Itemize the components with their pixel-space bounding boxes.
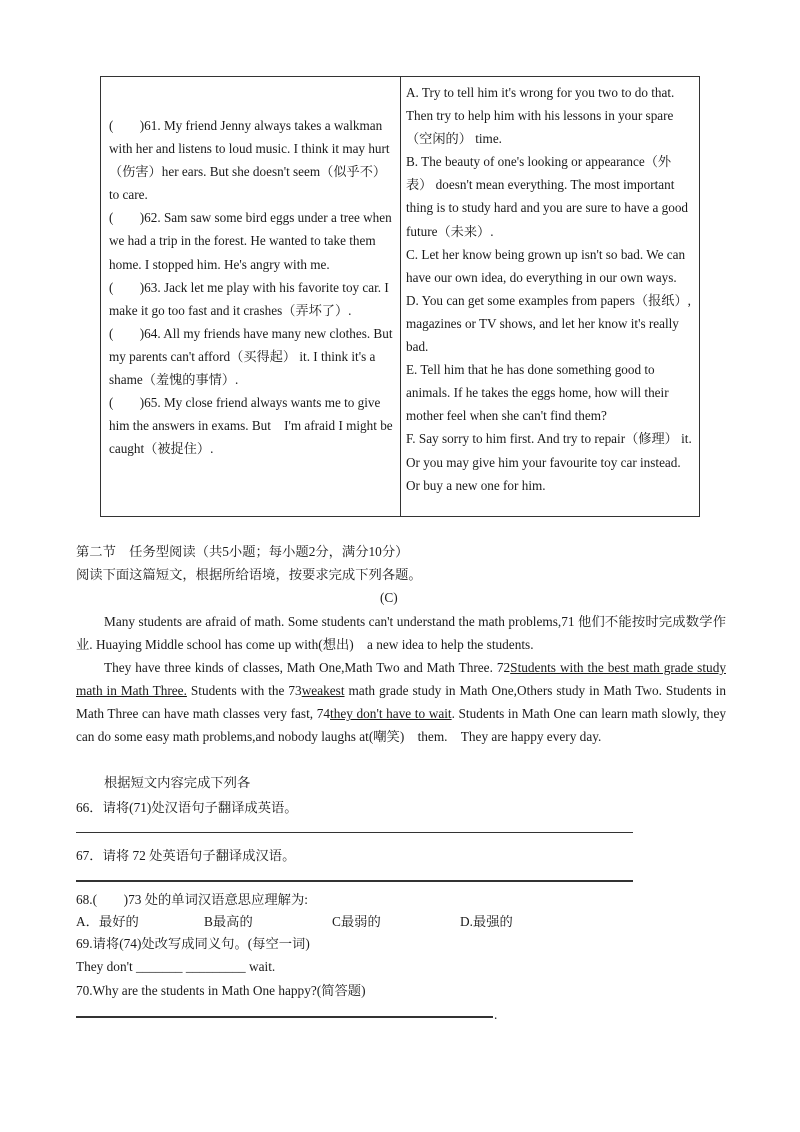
- underlined-word-73: weakest: [301, 683, 345, 699]
- passage-paragraph-1: Many students are afraid of math. Some students can't understand the math problems,71 他们不能按时完成数学作业. Huaying Middle school has come up with(想出) a new idea to help the students.: [76, 614, 726, 653]
- question-69-blank-line[interactable]: They don't _______ _________ wait.: [76, 959, 276, 974]
- option-a[interactable]: A．最好的: [76, 914, 139, 929]
- section-heading: 第二节 任务型阅读（共5小题；每小题2分，满分10分）: [76, 544, 409, 559]
- problem-65: ( )65. My close friend always wants me to give him the answers in exams. But I'm afraid I might be caught（被捉住）.: [109, 395, 393, 457]
- problem-63: ( )63. Jack let me play with his favorite toy car. I make it go too fast and it crashes（弄坏了）.: [109, 279, 389, 318]
- p2-text-d: . Students in Math One can learn math slowly, they can do some easy math problems,and nobody laughs at(嘲笑) them. They are happy every day.: [76, 706, 727, 745]
- option-c[interactable]: C最弱的: [332, 914, 381, 929]
- p2-text-b: Students with the 73: [186, 683, 302, 699]
- answer-line-70-end: .: [494, 1007, 498, 1022]
- problem-62: ( )62. Sam saw some bird eggs under a tree when we had a trip in the forest. He wanted to take them home. I stopped him. He's angry with me.: [109, 210, 392, 272]
- option-d[interactable]: D.最强的: [460, 914, 513, 929]
- advice-b: B. The beauty of one's looking or appearance（外表） doesn't mean everything. The most important thing is to study hard and you are sure to have a good future（未来）.: [406, 154, 689, 239]
- underlined-sentence-72: Students with the best math grade study math in Math Three.: [76, 660, 726, 699]
- answer-line-66[interactable]: [76, 832, 633, 833]
- questions-intro: 根据短文内容完成下列各: [104, 775, 251, 790]
- question-70: 70.Why are the students in Math One happy?(简答题): [76, 983, 366, 998]
- advice-a: A. Try to tell him it's wrong for you two to do that. Then try to help him with his lessons in your spare（空闲的） time.: [406, 85, 675, 147]
- question-68: 68.( )73 处的单词汉语意思应理解为:: [76, 892, 308, 907]
- advice-column: [401, 77, 699, 516]
- problem-61: ( )61. My friend Jenny always takes a walkman with her and listens to loud music. I think it may hurt（伤害）her ears. But she doesn't seem（似乎不）to care.: [109, 118, 390, 203]
- answer-line-67[interactable]: [76, 880, 633, 882]
- advice-d: D. You can get some examples from papers（报纸）, magazines or TV shows, and let her know it's really bad.: [406, 292, 691, 355]
- problem-64: ( )64. All my friends have many new clothes. But my parents can't afford（买得起） it. I think it's a shame（羞愧的事情）.: [109, 325, 393, 388]
- answer-line-70[interactable]: [76, 1016, 493, 1018]
- section-instruction: 阅读下面这篇短文，根据所给语境，按要求完成下列各题。: [76, 567, 422, 582]
- question-69: 69.请将(74)处改写成同义句。(每空一词): [76, 936, 310, 951]
- advice-f: F. Say sorry to him first. And try to repair（修理） it. Or you may give him your favourite toy car instead. Or buy a new one for him.: [406, 431, 692, 493]
- advice-e: E. Tell him that he has done something good to animals. If he takes the eggs home, how will their mother feel when she can't find them?: [406, 362, 669, 424]
- question-67: 67．请将 72 处英语句子翻译成汉语。: [76, 848, 296, 863]
- problem-column: [101, 77, 401, 516]
- matching-table: [100, 76, 700, 517]
- advice-c: C. Let her know being grown up isn't so bad. We can have our own idea, do everything in our own ways.: [406, 246, 686, 285]
- p2-text-a: They have three kinds of classes, Math One,Math Two and Math Three. 72: [104, 660, 511, 675]
- p2-text-c: math grade study in Math One,Others study in Math Two. Students in Math Three can have math classes very fast, 74: [76, 683, 726, 722]
- underlined-phrase-74: they don't have to wait: [330, 706, 452, 722]
- passage-paragraph-2: [76, 656, 726, 748]
- question-66: 66．请将(71)处汉语句子翻译成英语。: [76, 800, 298, 815]
- passage-label: (C): [380, 590, 398, 605]
- option-b[interactable]: B最高的: [204, 914, 253, 929]
